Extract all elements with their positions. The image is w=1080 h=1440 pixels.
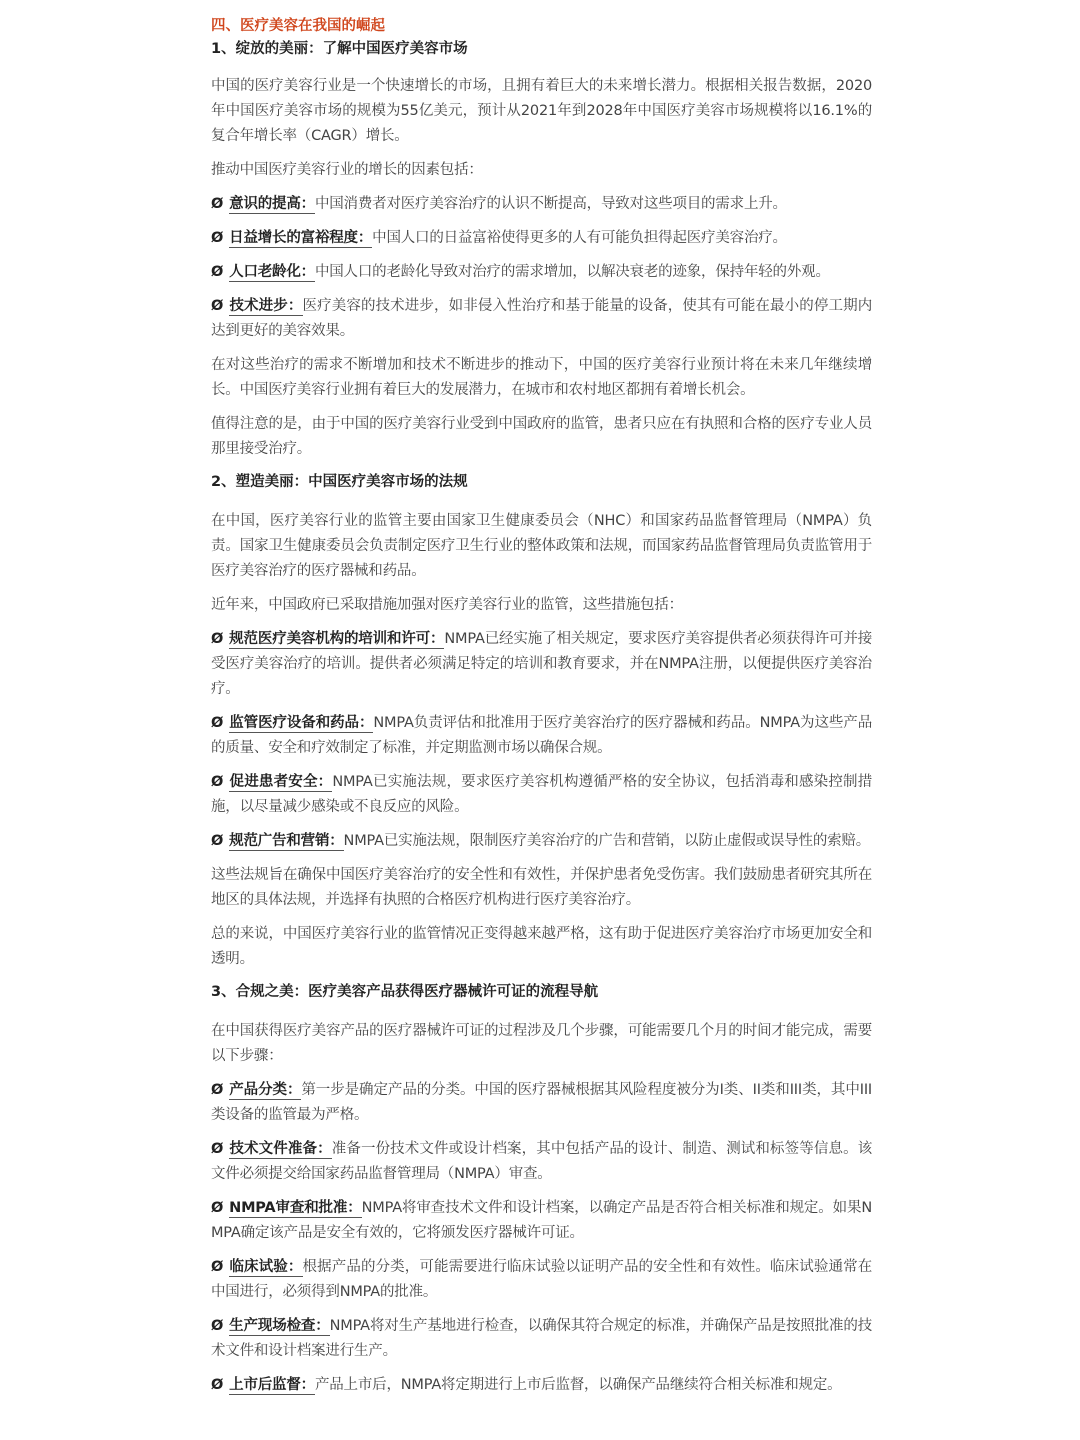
bullet-mark-icon: Ø xyxy=(211,1200,224,1216)
bullet-mark-icon: Ø xyxy=(211,1377,224,1393)
bullet-mark-icon: Ø xyxy=(211,715,224,731)
bullet-text: 中国人口的老龄化导致对治疗的需求增加，以解决衰老的迹象，保持年轻的外观。 xyxy=(314,264,830,280)
bullet-text: 产品上市后，NMPA将定期进行上市后监督，以确保产品继续符合相关标准和规定。 xyxy=(314,1377,842,1393)
bullet-mark-icon: Ø xyxy=(211,774,224,790)
bullet-mark-icon: Ø xyxy=(211,1141,224,1157)
part2-para2: 这些法规旨在确保中国医疗美容治疗的安全性和有效性，并保护患者免受伤害。我们鼓励患者研究其所在地区的具体法规，并选择有执照的合格医疗机构进行医疗美容治疗。 xyxy=(211,867,872,908)
bullet-text: NMPA已实施法规，要求医疗美容机构遵循严格的安全协议，包括消毒和感染控制措施，以尽量减少感染或不良反应的风险。 xyxy=(211,774,872,815)
bullet-text: 根据产品的分类，可能需要进行临床试验以证明产品的安全性和有效性。临床试验通常在中国进行，必须得到NMPA的批准。 xyxy=(211,1259,873,1300)
part3-bullet xyxy=(211,1196,872,1246)
bullet-term: 生产现场检查： xyxy=(229,1318,330,1334)
bullet-mark-icon: Ø xyxy=(211,833,224,849)
bullet-mark-icon: Ø xyxy=(211,196,224,212)
bullet-mark-icon: Ø xyxy=(211,1259,224,1275)
bullet-term: 临床试验： xyxy=(229,1259,303,1275)
bullet-term: 人口老龄化： xyxy=(229,264,315,280)
bullet-text: NMPA已实施法规，限制医疗美容治疗的广告和营销，以防止虚假或误导性的索赔。 xyxy=(343,833,871,849)
bullet-mark-icon: Ø xyxy=(211,631,224,647)
part2-lead: 近年来，中国政府已采取措施加强对医疗美容行业的监管，这些措施包括： xyxy=(211,597,683,613)
bullet-term: 监管医疗设备和药品： xyxy=(229,715,374,731)
part2-intro: 在中国，医疗美容行业的监管主要由国家卫生健康委员会（NHC）和国家药品监督管理局（NMPA）负责。国家卫生健康委员会负责制定医疗卫生行业的整体政策和法规，而国家药品监督管理局负责监管用于医疗美容治疗的医疗器械和药品。 xyxy=(211,513,872,579)
part3-intro: 在中国获得医疗美容产品的医疗器械许可证的过程涉及几个步骤，可能需要几个月的时间才能完成，需要以下步骤： xyxy=(211,1023,872,1064)
bullet-term: NMPA审查和批准： xyxy=(229,1200,362,1216)
bullet-mark-icon: Ø xyxy=(211,264,224,280)
bullet-text: 中国人口的日益富裕使得更多的人有可能负担得起医疗美容治疗。 xyxy=(372,230,787,246)
bullet-text: 中国消费者对医疗美容治疗的认识不断提高，导致对这些项目的需求上升。 xyxy=(314,196,787,212)
part3-heading: 3、合规之美：医疗美容产品获得医疗器械许可证的流程导航 xyxy=(211,984,599,1000)
part1-bullet xyxy=(211,294,872,344)
bullet-mark-icon: Ø xyxy=(211,230,224,246)
bullet-term: 技术进步： xyxy=(229,298,303,314)
part2-para3: 总的来说，中国医疗美容行业的监管情况正变得越来越严格，这有助于促进医疗美容治疗市场更加安全和透明。 xyxy=(211,926,872,967)
part2-bullet xyxy=(211,829,872,854)
part1-bullet xyxy=(211,192,872,217)
part1-para2: 在对这些治疗的需求不断增加和技术不断进步的推动下，中国的医疗美容行业预计将在未来几年继续增长。中国医疗美容行业拥有着巨大的发展潜力，在城市和农村地区都拥有着增长机会。 xyxy=(211,357,872,398)
bullet-text: 第一步是确定产品的分类。中国的医疗器械根据其风险程度被分为I类、II类和III类，其中III类设备的监管最为严格。 xyxy=(211,1082,872,1123)
part3-bullet xyxy=(211,1373,872,1398)
part3-bullet xyxy=(211,1078,872,1128)
part1-intro: 中国的医疗美容行业是一个快速增长的市场，且拥有着巨大的未来增长潜力。根据相关报告数据，2020年中国医疗美容市场的规模为55亿美元，预计从2021年到2028年中国医疗美容市场规模将以16.1%的复合年增长率（CAGR）增长。 xyxy=(211,78,872,144)
bullet-text: NMPA已经实施了相关规定，要求医疗美容提供者必须获得许可并接受医疗美容治疗的培训。提供者必须满足特定的培训和教育要求，并在NMPA注册，以便提供医疗美容治疗。 xyxy=(211,631,873,697)
part3-bullet xyxy=(211,1314,872,1364)
bullet-mark-icon: Ø xyxy=(211,1082,224,1098)
part3-bullet xyxy=(211,1255,872,1305)
part1-para3: 值得注意的是，由于中国的医疗美容行业受到中国政府的监管，患者只应在有执照和合格的医疗专业人员那里接受治疗。 xyxy=(211,416,872,457)
bullet-mark-icon: Ø xyxy=(211,298,224,314)
part1-heading: 1、绽放的美丽：了解中国医疗美容市场 xyxy=(211,41,468,57)
part1-lead: 推动中国医疗美容行业的增长的因素包括： xyxy=(211,162,483,178)
bullet-text: 准备一份技术文件或设计档案，其中包括产品的设计、制造、测试和标签等信息。该文件必须提交给国家药品监督管理局（NMPA）审查。 xyxy=(211,1141,872,1182)
section-title: 四、医疗美容在我国的崛起 xyxy=(211,18,385,34)
part2-bullet xyxy=(211,711,872,761)
part1-bullet xyxy=(211,260,872,285)
part1-bullet xyxy=(211,226,872,251)
bullet-term: 上市后监督： xyxy=(229,1377,315,1393)
bullet-term: 技术文件准备： xyxy=(229,1141,332,1157)
part2-bullet xyxy=(211,627,872,702)
part3-bullet xyxy=(211,1137,872,1187)
part2-bullet xyxy=(211,770,872,820)
bullet-text: 医疗美容的技术进步，如非侵入性治疗和基于能量的设备，使其有可能在最小的停工期内达到更好的美容效果。 xyxy=(211,298,873,339)
bullet-text: NMPA负责评估和批准用于医疗美容治疗的医疗器械和药品。NMPA为这些产品的质量、安全和疗效制定了标准，并定期监测市场以确保合规。 xyxy=(211,715,872,756)
bullet-text: NMPA将对生产基地进行检查，以确保其符合规定的标准，并确保产品是按照批准的技术文件和设计档案进行生产。 xyxy=(211,1318,872,1359)
bullet-term: 产品分类： xyxy=(229,1082,302,1098)
bullet-term: 规范医疗美容机构的培训和许可： xyxy=(229,631,445,647)
bullet-mark-icon: Ø xyxy=(211,1318,224,1334)
part2-heading: 2、塑造美丽：中国医疗美容市场的法规 xyxy=(211,474,468,490)
bullet-term: 促进患者安全： xyxy=(229,774,333,790)
bullet-term: 日益增长的富裕程度： xyxy=(229,230,373,246)
bullet-term: 意识的提高： xyxy=(229,196,315,212)
bullet-text: NMPA将审查技术文件和设计档案，以确定产品是否符合相关标准和规定。如果NMPA确定该产品是安全有效的，它将颁发医疗器械许可证。 xyxy=(211,1200,872,1241)
bullet-term: 规范广告和营销： xyxy=(229,833,344,849)
